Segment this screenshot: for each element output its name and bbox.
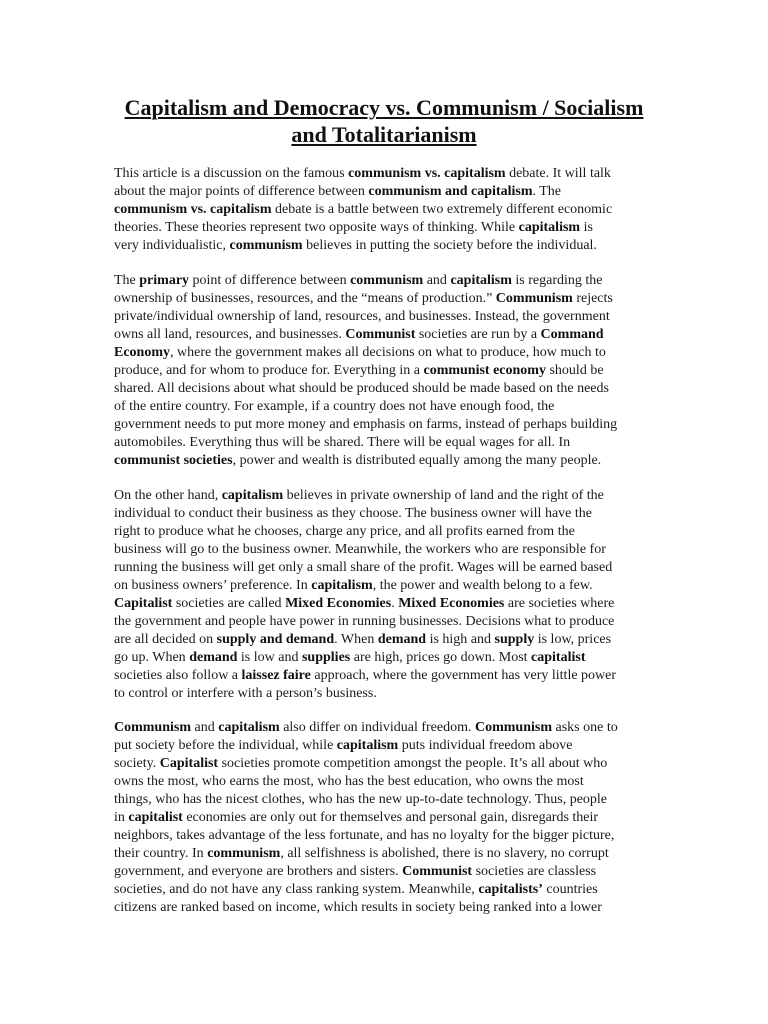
text-run: puts individual freedom above — [398, 738, 573, 753]
text-line — [114, 613, 674, 631]
text-run: theories. These theories represent two opposite ways of thinking. While — [114, 220, 519, 235]
text-line — [114, 881, 674, 899]
text-run: The — [114, 273, 140, 288]
text-run: shared. All decisions about what should be produced should be made based on the needs — [114, 381, 609, 396]
text-line — [114, 416, 674, 434]
bold-term: Capitalist — [159, 756, 219, 771]
bold-term: communist societies — [114, 453, 233, 468]
bold-term: communism vs. capitalism — [114, 202, 272, 217]
bold-term: Economy — [114, 345, 170, 360]
text-line — [114, 719, 674, 737]
text-line — [114, 272, 674, 290]
text-run: societies are run by a — [415, 327, 541, 342]
bold-term: communism vs. capitalism — [348, 166, 506, 181]
text-run: produce, and for whom to produce for. Everything in a — [114, 363, 424, 378]
text-run: right to produce what he chooses, charge any price, and all profits earned from the — [114, 524, 575, 539]
text-run: debate. It will talk — [505, 166, 611, 181]
text-run: is high and — [426, 632, 495, 647]
bold-term: Communist — [402, 864, 473, 879]
bold-term: demand — [377, 632, 427, 647]
bold-term: capitalism — [218, 720, 280, 735]
text-run: is regarding the — [511, 273, 603, 288]
bold-term: communism — [207, 846, 281, 861]
text-run: , the power and wealth belong to a few. — [372, 578, 593, 593]
text-run: societies, and do not have any class ranking system. Meanwhile, — [114, 882, 479, 897]
bold-term: capitalist — [531, 650, 586, 665]
bold-term: supply and demand — [216, 632, 335, 647]
bold-term: laissez faire — [241, 668, 311, 683]
bold-term: communism — [350, 273, 424, 288]
text-line — [114, 809, 674, 827]
text-run: automobiles. Everything thus will be shared. There will be equal wages for all. In — [114, 435, 571, 450]
text-line — [114, 649, 674, 667]
text-line — [114, 863, 674, 881]
text-run: point of difference between — [189, 273, 351, 288]
bold-term: capitalism — [311, 578, 373, 593]
text-run: very individualistic, — [114, 238, 230, 253]
text-line — [114, 595, 674, 613]
bold-term: Command — [540, 327, 604, 342]
text-run: owns the most, who earns the most, who has the best education, who owns the most — [114, 774, 584, 789]
text-run: societies are classless — [472, 864, 597, 879]
text-run: and — [191, 720, 219, 735]
text-run: asks one to — [552, 720, 618, 735]
text-run: neighbors, takes advantage of the less fortunate, and has no loyalty for the bigger picture, — [114, 828, 615, 843]
text-run: business will go to the business owner. Meanwhile, the workers who are responsible for — [114, 542, 606, 557]
text-run: society. — [114, 756, 160, 771]
bold-term: communism and capitalism — [368, 184, 533, 199]
paragraph-intro — [114, 165, 674, 255]
text-run: in — [114, 810, 129, 825]
bold-term: demand — [189, 650, 238, 665]
text-line — [114, 685, 674, 703]
paragraph-primary-difference — [114, 272, 674, 470]
bold-term: Communism — [475, 720, 553, 735]
text-run: about the major points of difference between — [114, 184, 369, 199]
text-run: societies are called — [172, 596, 286, 611]
text-run: to control or interfere with a person’s business. — [114, 686, 377, 701]
text-run: societies also follow a — [114, 668, 242, 683]
text-run: believes in private ownership of land and the right of the — [283, 488, 604, 503]
bold-term: Communism — [495, 291, 573, 306]
text-run: On the other hand, — [114, 488, 222, 503]
text-line — [114, 631, 674, 649]
text-line — [114, 487, 674, 505]
text-run: approach, where the government has very little power — [310, 668, 617, 683]
text-run: This article is a discussion on the famous — [114, 166, 349, 181]
paragraph-individual-freedom — [114, 719, 674, 917]
text-run: debate is a battle between two extremely different economic — [271, 202, 613, 217]
text-line — [114, 308, 674, 326]
text-line — [114, 452, 674, 470]
text-line — [114, 380, 674, 398]
text-line — [114, 219, 674, 237]
text-run: their country. In — [114, 846, 208, 861]
bold-term: capitalism — [518, 220, 581, 235]
text-line — [114, 755, 674, 773]
text-line — [114, 434, 674, 452]
bold-term: Capitalist — [114, 596, 173, 611]
text-run: ownership of businesses, resources, and the “means of production.” — [114, 291, 496, 306]
text-line — [114, 237, 674, 255]
text-run: also differ on individual freedom. — [279, 720, 475, 735]
text-run: should be — [545, 363, 604, 378]
bold-term: communist economy — [423, 363, 546, 378]
text-line — [114, 326, 674, 344]
text-run: and — [423, 273, 451, 288]
text-run: go up. When — [114, 650, 190, 665]
document-title — [0, 94, 768, 148]
bold-term: primary — [139, 273, 190, 288]
bold-term: capitalism — [450, 273, 512, 288]
bold-term: capitalism — [221, 488, 284, 503]
text-line — [114, 845, 674, 863]
text-line — [114, 899, 674, 917]
bold-term: capitalist — [128, 810, 183, 825]
bold-term: capitalism — [336, 738, 399, 753]
text-line — [114, 344, 674, 362]
text-run: . The — [532, 184, 562, 199]
text-line — [114, 201, 674, 219]
text-run: economies are only out for themselves and personal gain, disregards their — [182, 810, 599, 825]
text-run: is — [580, 220, 593, 235]
text-line — [114, 362, 674, 380]
text-line — [114, 737, 674, 755]
text-run: the government and people have power in running businesses. Decisions what to produce — [114, 614, 615, 629]
text-run: believes in putting the society before the individual. — [302, 238, 597, 253]
text-line — [114, 165, 674, 183]
paragraph-capitalism — [114, 487, 674, 703]
text-run: . — [391, 596, 399, 611]
bold-term: supplies — [301, 650, 351, 665]
text-run: . When — [334, 632, 378, 647]
bold-term: Mixed Economies — [285, 596, 392, 611]
bold-term: communism — [229, 238, 303, 253]
text-line — [114, 773, 674, 791]
text-line — [114, 559, 674, 577]
text-line — [114, 577, 674, 595]
title-line-1: Capitalism and Democracy vs. Communism / Socialism — [124, 95, 644, 120]
text-run: , power and wealth is distributed equally among the many people. — [232, 453, 602, 468]
text-run: countries — [542, 882, 598, 897]
bold-term: Communism — [114, 720, 192, 735]
text-run: government needs to put more money and emphasis on farms, instead of perhaps building — [114, 417, 618, 432]
text-run: of the entire country. For example, if a country does not have enough food, the — [114, 399, 555, 414]
text-line — [114, 183, 674, 201]
bold-term: Communist — [345, 327, 416, 342]
text-run: rejects — [572, 291, 613, 306]
text-line — [114, 791, 674, 809]
text-line — [114, 667, 674, 685]
text-run: are societies where — [504, 596, 615, 611]
text-line — [114, 827, 674, 845]
text-run: owns all land, resources, and businesses. — [114, 327, 346, 342]
bold-term: Mixed Economies — [398, 596, 505, 611]
bold-term: supply — [494, 632, 535, 647]
title-line-2: and Totalitarianism — [291, 122, 477, 147]
text-line — [114, 505, 674, 523]
text-run: individual to conduct their business as they choose. The business owner will have the — [114, 506, 592, 521]
text-run: on business owners’ preference. In — [114, 578, 312, 593]
text-run: put society before the individual, while — [114, 738, 337, 753]
text-run: are high, prices go down. Most — [350, 650, 532, 665]
text-line — [114, 541, 674, 559]
text-run: things, who has the nicest clothes, who has the new up-to-date technology. Thus, people — [114, 792, 608, 807]
text-run: is low and — [237, 650, 302, 665]
text-run: societies promote competition amongst the people. It’s all about who — [218, 756, 608, 771]
text-run: citizens are ranked based on income, which results in society being ranked into a lower — [114, 900, 602, 915]
text-run: are all decided on — [114, 632, 217, 647]
text-run: , where the government makes all decisions on what to produce, how much to — [170, 345, 606, 360]
text-run: running the business will get only a small share of the profit. Wages will be earned based — [114, 560, 613, 575]
text-run: , all selfishness is abolished, there is no slavery, no corrupt — [280, 846, 609, 861]
text-run: is low, prices — [534, 632, 612, 647]
bold-term: capitalists’ — [478, 882, 543, 897]
text-run: private/individual ownership of land, resources, and businesses. Instead, the government — [114, 309, 610, 324]
text-line — [114, 398, 674, 416]
text-run: government, and everyone are brothers and sisters. — [114, 864, 403, 879]
text-line — [114, 523, 674, 541]
text-line — [114, 290, 674, 308]
